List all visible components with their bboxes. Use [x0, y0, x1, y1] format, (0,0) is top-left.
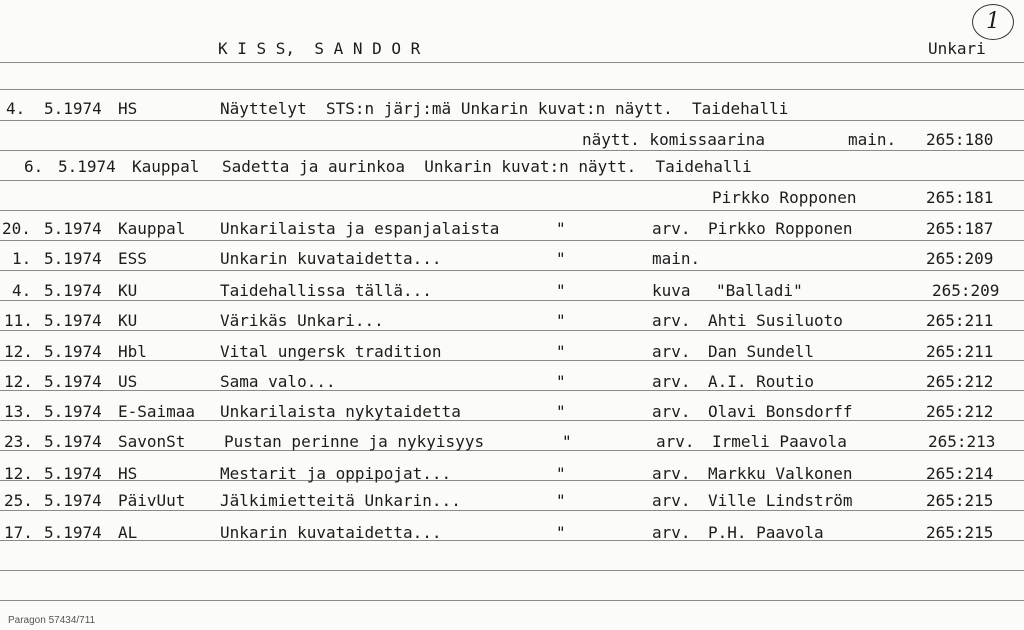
entry-source: Kauppal	[132, 157, 200, 176]
entry-source: HS	[118, 99, 138, 118]
entry-ref: 265:180	[926, 130, 994, 149]
entry-role: arv.	[652, 219, 691, 238]
entry-ditto: "	[556, 249, 566, 268]
entry-source: ESS	[118, 249, 147, 268]
entry-source: Kauppal	[118, 219, 186, 238]
entry-title: Mestarit ja oppipojat...	[220, 464, 452, 483]
rule	[0, 360, 1024, 361]
entry-source: PäivUut	[118, 491, 186, 510]
rule	[0, 480, 1024, 481]
rule	[0, 510, 1024, 511]
entry-ditto: "	[556, 219, 566, 238]
entry-person: Pirkko Ropponen	[712, 188, 857, 207]
entry-ditto: "	[556, 464, 566, 483]
entry-ditto: "	[556, 311, 566, 330]
rule	[0, 270, 1024, 271]
entry-ref: 265:215	[926, 523, 994, 542]
country-label: Unkari	[928, 39, 986, 58]
printer-mark: Paragon 57434/711	[8, 615, 96, 626]
entry-title: Pustan perinne ja nykyisyys	[224, 432, 485, 451]
rule	[0, 330, 1024, 331]
entry-source: E-Saimaa	[118, 402, 196, 421]
rule	[0, 540, 1024, 541]
entry-ref: 265:209	[932, 281, 1000, 300]
entry-source: SavonSt	[118, 432, 186, 451]
entry-person: Markku Valkonen	[708, 464, 853, 483]
entry-date: 5.1974	[44, 432, 102, 451]
entry-ref: 265:209	[926, 249, 994, 268]
entry-date: 5.1974	[44, 491, 102, 510]
rule	[0, 240, 1024, 241]
entry-title: Sama valo...	[220, 372, 336, 391]
rule	[0, 150, 1024, 151]
entry-role: arv.	[652, 464, 691, 483]
entry-person: "Balladi"	[716, 281, 803, 300]
entry-ditto: "	[562, 432, 572, 451]
entry-source: Hbl	[118, 342, 147, 361]
entry-role: main.	[652, 249, 701, 268]
entry-title: Näyttelyt STS:n järj:mä Unkarin kuvat:n näytt. Taidehalli	[220, 99, 789, 118]
entry-ref: 265:214	[926, 464, 994, 483]
entry-title: Unkarin kuvataidetta...	[220, 249, 442, 268]
entry-person: Ville Lindström	[708, 491, 853, 510]
entry-role: kuva	[652, 281, 691, 300]
entry-ref: 265:213	[928, 432, 996, 451]
entry-ditto: "	[556, 402, 566, 421]
rule	[0, 120, 1024, 121]
entry-person: Dan Sundell	[708, 342, 814, 361]
entry-ref: 265:187	[926, 219, 994, 238]
entry-day: 20.	[2, 219, 31, 238]
entry-date: 5.1974	[44, 99, 102, 118]
entry-date: 5.1974	[44, 523, 102, 542]
entry-role: arv.	[652, 342, 691, 361]
entry-day: 17.	[4, 523, 33, 542]
entry-source: AL	[118, 523, 138, 542]
entry-ref: 265:212	[926, 402, 994, 421]
entry-person: P.H. Paavola	[708, 523, 824, 542]
rule	[0, 390, 1024, 391]
entry-date: 5.1974	[44, 342, 102, 361]
card-number-badge: 1	[972, 4, 1014, 40]
entry-day: 4.	[6, 99, 26, 118]
rule	[0, 180, 1024, 181]
entry-day: 12.	[4, 464, 33, 483]
entry-day: 12.	[4, 372, 33, 391]
entry-person: Ahti Susiluoto	[708, 311, 843, 330]
rule	[0, 89, 1024, 90]
entry-role: arv.	[652, 491, 691, 510]
entry-role: näytt. komissaarina	[582, 130, 766, 149]
entry-role: arv.	[656, 432, 695, 451]
entry-source: HS	[118, 464, 138, 483]
entry-title: Vital ungersk tradition	[220, 342, 442, 361]
entry-person: Pirkko Ropponen	[708, 219, 853, 238]
entry-ref: 265:211	[926, 342, 994, 361]
rule	[0, 210, 1024, 211]
entry-role: arv.	[652, 311, 691, 330]
entry-title: Unkarilaista nykytaidetta	[220, 402, 461, 421]
entry-source: KU	[118, 281, 138, 300]
entry-title: Sadetta ja aurinkoa Unkarin kuvat:n näytt. Taidehalli	[222, 157, 752, 176]
entry-title: Värikäs Unkari...	[220, 311, 384, 330]
entry-date: 5.1974	[44, 311, 102, 330]
entry-ditto: "	[556, 281, 566, 300]
entry-title: Unkarilaista ja espanjalaista	[220, 219, 500, 238]
entry-ref: 265:181	[926, 188, 994, 207]
entry-ditto: "	[556, 372, 566, 391]
entry-ditto: "	[556, 523, 566, 542]
entry-date: 5.1974	[44, 281, 102, 300]
entry-date: 5.1974	[58, 157, 116, 176]
rule	[0, 300, 1024, 301]
entry-source: KU	[118, 311, 138, 330]
rule	[0, 600, 1024, 601]
entry-role: arv.	[652, 372, 691, 391]
entry-role: arv.	[652, 402, 691, 421]
entry-date: 5.1974	[44, 464, 102, 483]
entry-ditto: "	[556, 342, 566, 361]
entry-title: Taidehallissa tällä...	[220, 281, 432, 300]
entry-date: 5.1974	[44, 402, 102, 421]
subject-name: K I S S, S A N D O R	[218, 39, 421, 58]
entry-source: US	[118, 372, 138, 391]
entry-person: Irmeli Paavola	[712, 432, 847, 451]
entry-title: Unkarin kuvataidetta...	[220, 523, 442, 542]
entry-ditto: "	[556, 491, 566, 510]
rule	[0, 62, 1024, 63]
entry-ref: 265:212	[926, 372, 994, 391]
entry-role: arv.	[652, 523, 691, 542]
entry-person: main.	[848, 130, 897, 149]
entry-person: A.I. Routio	[708, 372, 814, 391]
entry-day: 1.	[12, 249, 32, 268]
entry-person: Olavi Bonsdorff	[708, 402, 853, 421]
entry-day: 25.	[4, 491, 33, 510]
entry-date: 5.1974	[44, 372, 102, 391]
entry-day: 23.	[4, 432, 33, 451]
entry-date: 5.1974	[44, 219, 102, 238]
entry-day: 6.	[24, 157, 44, 176]
entry-ref: 265:211	[926, 311, 994, 330]
entry-day: 13.	[4, 402, 33, 421]
entry-day: 4.	[12, 281, 32, 300]
rule	[0, 570, 1024, 571]
entry-day: 12.	[4, 342, 33, 361]
entry-day: 11.	[4, 311, 33, 330]
entry-ref: 265:215	[926, 491, 994, 510]
entry-title: Jälkimietteitä Unkarin...	[220, 491, 461, 510]
entry-date: 5.1974	[44, 249, 102, 268]
